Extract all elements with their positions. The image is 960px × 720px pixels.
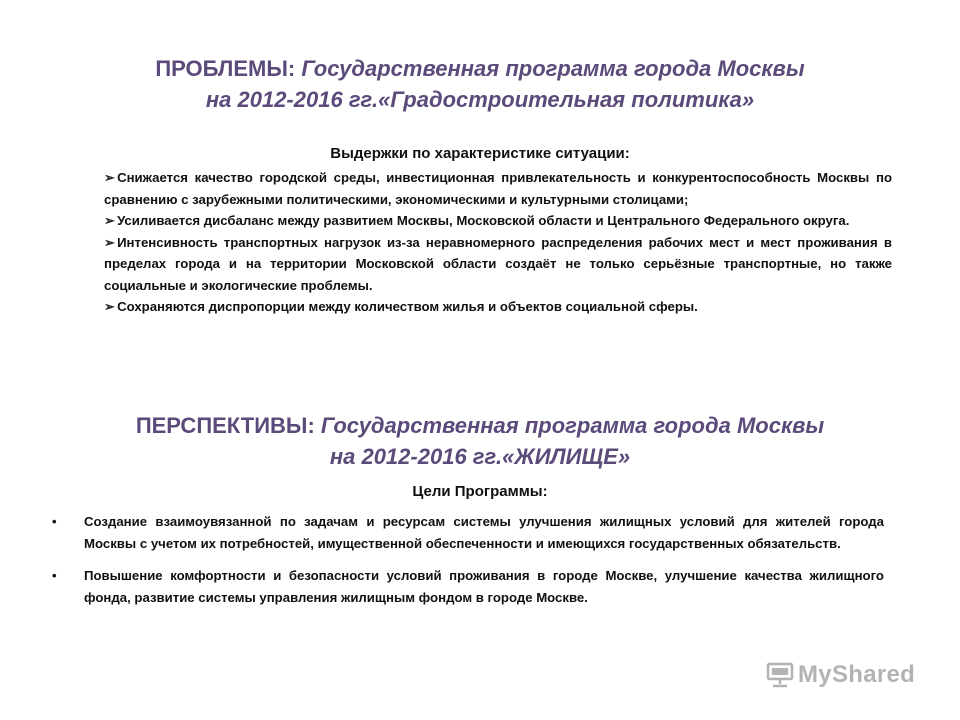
issue-text: Сохраняются диспропорции между количеством жилья и объектов социальной сферы.	[117, 299, 698, 314]
watermark-text: MyShared	[798, 661, 916, 688]
goal-text: Создание взаимоувязанной по задачам и ресурсам системы улучшения жилищных условий для жителей города Москвы с учетом их потребностей, имущественной обеспеченности и имеющихся государственных обязательств.	[84, 514, 884, 551]
perspectives-program-name: Государственная программа города Москвы	[320, 413, 825, 438]
problems-program-name: Государственная программа города Москвы	[301, 56, 805, 81]
perspectives-program-years: на 2012-2016 гг.«ЖИЛИЩЕ»	[329, 444, 631, 469]
bullet-dot-icon: •	[52, 568, 57, 583]
arrow-bullet-icon: ➢	[104, 234, 116, 250]
issue-item	[104, 167, 892, 210]
arrow-bullet-icon: ➢	[104, 213, 116, 228]
arrow-bullet-icon: ➢	[104, 170, 116, 185]
issue-item	[104, 210, 892, 232]
issue-text: Интенсивность транспортных нагрузок из-за неравномерного распределения рабочих мест и мест проживания в пределах города и на территории Московской области создаёт не только серьёзные транспортные, но также социальные и экологические проблемы.	[104, 234, 892, 293]
issue-text: Усиливается дисбаланс между развитием Москвы, Московской области и Центрального Федерального округа.	[117, 213, 850, 228]
arrow-bullet-icon: ➢	[104, 299, 116, 314]
excerpts-heading: Выдержки по характеристике ситуации:	[330, 145, 630, 162]
presentation-screen-icon	[766, 662, 794, 688]
problems-program-years: на 2012-2016 гг.«Градостроительная политика»	[205, 87, 755, 112]
problems-title-line1	[0, 53, 960, 84]
issues-list	[104, 167, 892, 318]
issue-text: Снижается качество городской среды, инвестиционная привлекательность и конкурентоспособность Москвы по сравнению с зарубежными политическими, экономическими и культурными столицами;	[104, 170, 892, 207]
perspectives-label: ПЕРСПЕКТИВЫ	[135, 413, 308, 438]
perspectives-title-line1	[0, 410, 960, 441]
issue-item	[104, 296, 892, 318]
goal-item	[52, 511, 884, 554]
myshared-watermark[interactable]	[766, 657, 915, 693]
problems-title	[0, 53, 960, 115]
problems-separator: :	[287, 56, 302, 81]
goals-list	[52, 511, 884, 619]
problems-label: ПРОБЛЕМЫ	[155, 56, 288, 81]
goal-text: Повышение комфортности и безопасности условий проживания в городе Москве, улучшение качества жилищного фонда, развитие системы управления жилищным фондом в городе Москве.	[84, 568, 884, 605]
bullet-dot-icon: •	[52, 514, 57, 529]
issue-item	[104, 232, 892, 297]
perspectives-separator: :	[307, 413, 321, 438]
goal-item	[52, 565, 884, 608]
perspectives-title	[0, 410, 960, 472]
goals-heading: Цели Программы:	[412, 483, 548, 500]
